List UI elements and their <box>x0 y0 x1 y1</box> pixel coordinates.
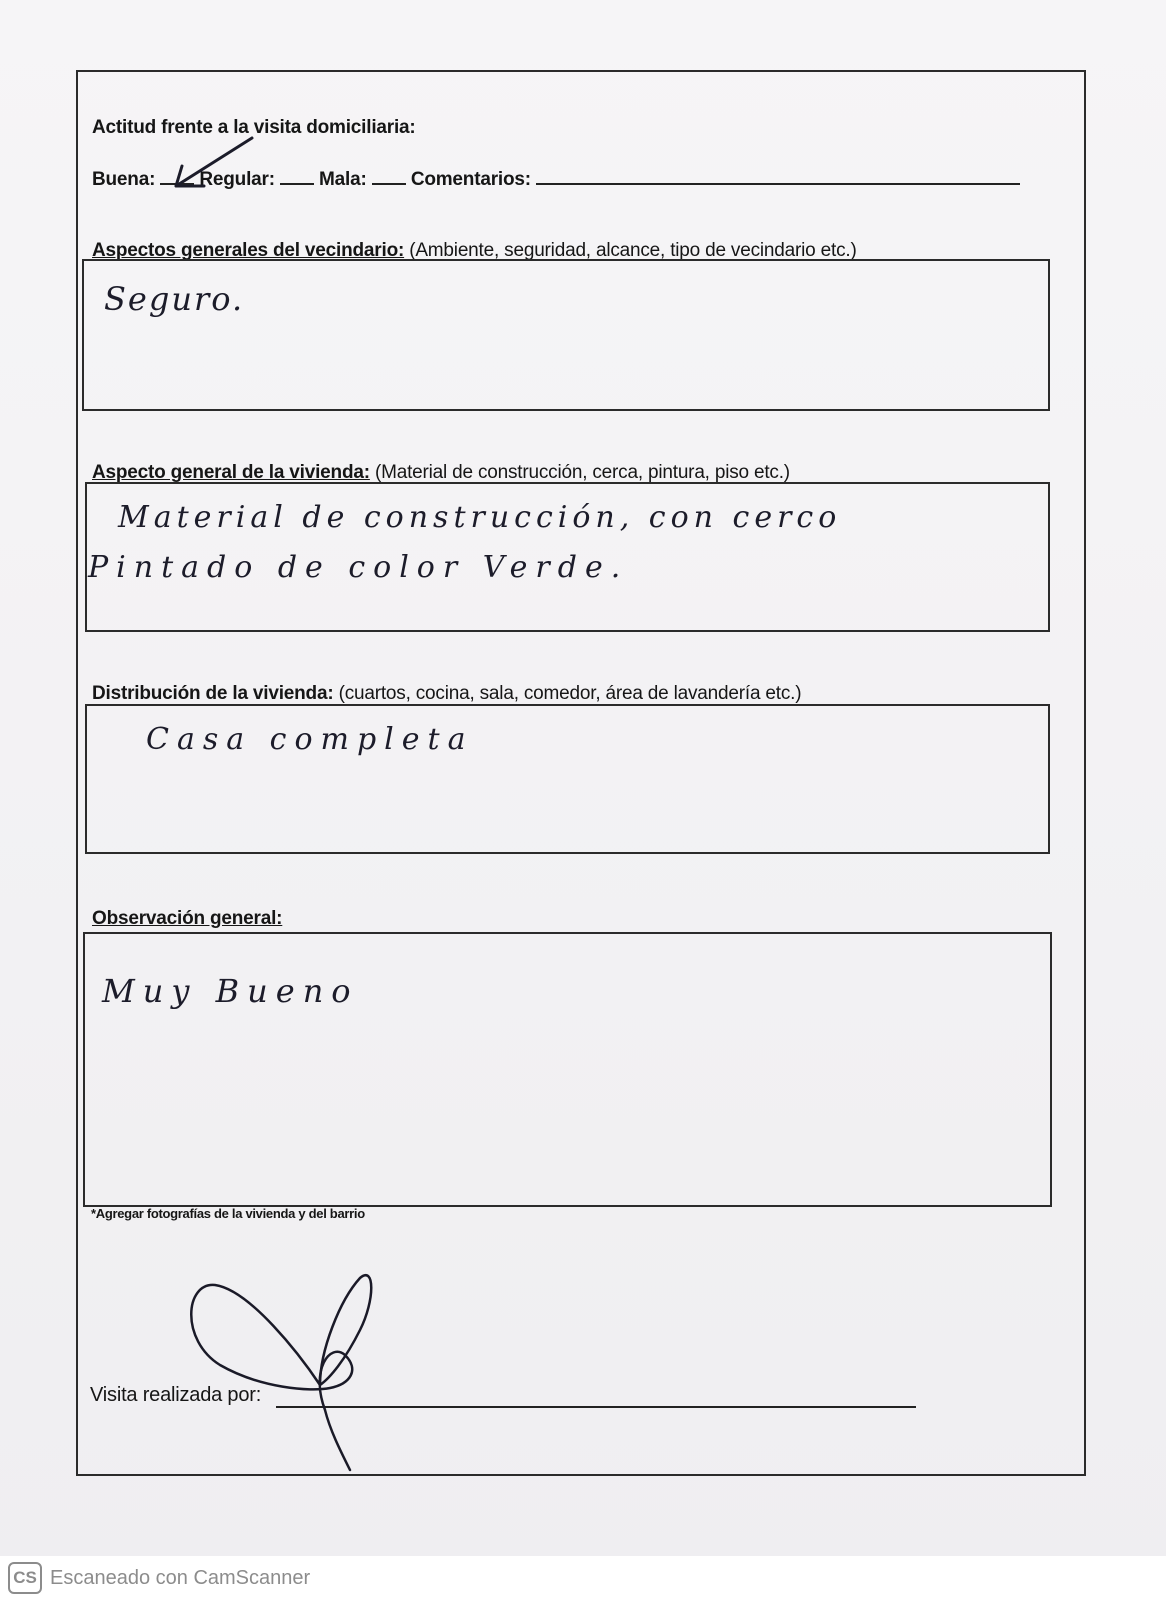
attitude-title: Actitud frente a la visita domiciliaria: <box>92 117 416 138</box>
neighborhood-title: Aspectos generales del vecindario: <box>92 240 405 261</box>
housing-aspect-hint: (Material de construcción, cerca, pintura, piso etc.) <box>374 462 790 483</box>
mala-label: Mala: <box>319 169 367 190</box>
camscanner-logo: CS <box>8 1562 42 1594</box>
housing-aspect-answer-line1: Material de construcción, con cerco <box>118 500 842 535</box>
buena-label: Buena: <box>92 169 156 190</box>
regular-blank[interactable] <box>280 167 314 185</box>
neighborhood-hint: (Ambiente, seguridad, alcance, tipo de vecindario etc.) <box>409 240 857 261</box>
camscanner-text: Escaneado con CamScanner <box>50 1567 311 1589</box>
mala-blank[interactable] <box>372 167 406 185</box>
regular-label: Regular: <box>199 169 275 190</box>
distribution-title: Distribución de la vivienda: <box>92 683 334 704</box>
comentarios-label: Comentarios: <box>410 169 531 190</box>
housing-aspect-title: Aspecto general de la vivienda: <box>92 462 370 483</box>
neighborhood-answer: Seguro. <box>104 280 245 318</box>
housing-aspect-heading <box>92 462 790 484</box>
check-mark-icon <box>160 120 280 200</box>
photos-note: *Agregar fotografías de la vivienda y del barrio <box>91 1206 365 1221</box>
observation-title: Observación general: <box>92 908 283 929</box>
housing-aspect-answer-line2: Pintado de color Verde. <box>88 550 629 585</box>
distribution-answer: Casa completa <box>146 722 474 757</box>
observation-answer: Muy Bueno <box>102 972 359 1010</box>
distribution-heading <box>92 683 801 705</box>
distribution-hint: (cuartos, cocina, sala, comedor, área de lavandería etc.) <box>338 683 802 704</box>
visit-label: Visita realizada por: <box>90 1384 262 1406</box>
signature-icon <box>180 1260 400 1480</box>
comentarios-blank[interactable] <box>536 167 1020 185</box>
